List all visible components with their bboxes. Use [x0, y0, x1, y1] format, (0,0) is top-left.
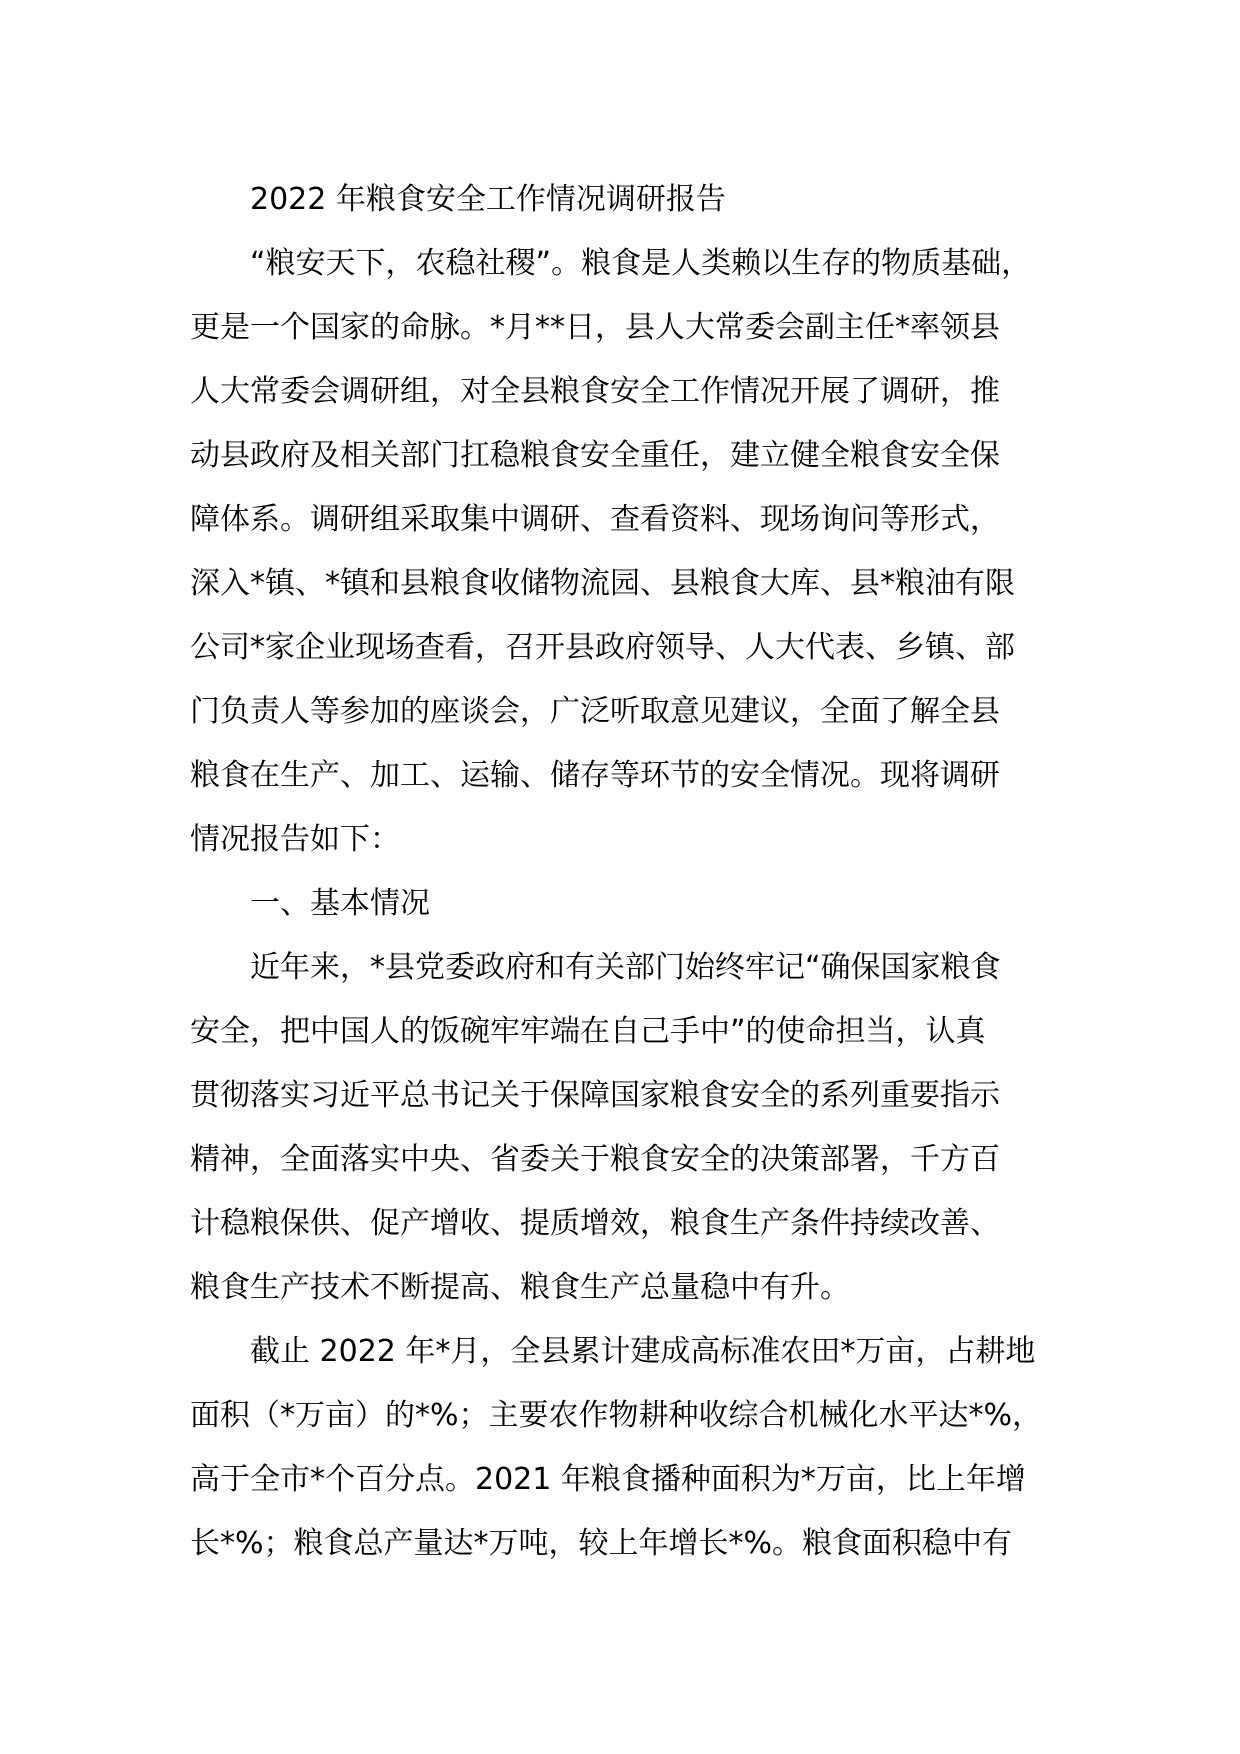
basic-situation-paragraph [190, 936, 1075, 1320]
paragraph-line: 人大常委会调研组，对全县粮食安全工作情况开展了调研，推 [190, 374, 1000, 409]
paragraph-line: 截止 2022 年*月，全县累计建成高标准农田*万亩，占耕地 [250, 1334, 1036, 1369]
paragraph-line: 情况报告如下： [190, 822, 400, 857]
paragraph-line: 高于全市*个百分点。2021 年粮食播种面积为*万亩，比上年增 [190, 1462, 1026, 1497]
paragraph-line: 粮食生产技术不断提高、粮食生产总量稳中有升。 [190, 1270, 850, 1305]
paragraph-line: 安全，把中国人的饭碗牢牢端在自己手中”的使命担当，认真 [190, 1014, 986, 1049]
paragraph-line: “粮安天下，农稳社稷”。粮食是人类赖以生存的物质基础， [250, 246, 1032, 281]
section-heading: 一、基本情况 [250, 886, 430, 921]
paragraph-line: 深入*镇、*镇和县粮食收储物流园、县粮食大库、县*粮油有限 [190, 566, 1015, 601]
paragraph-line: 计稳粮保供、促产增收、提质增效，粮食生产条件持续改善、 [190, 1206, 1000, 1241]
document-body [190, 168, 1075, 1576]
intro-paragraph [190, 232, 1075, 872]
paragraph-line: 贯彻落实习近平总书记关于保障国家粮食安全的系列重要指示 [190, 1078, 1000, 1113]
paragraph-line: 面积（*万亩）的*%；主要农作物耕种收综合机械化水平达*%， [190, 1398, 1043, 1433]
statistics-paragraph [190, 1320, 1075, 1576]
paragraph-line: 粮食在生产、加工、运输、储存等环节的安全情况。现将调研 [190, 758, 1000, 793]
paragraph-line: 近年来，*县党委政府和有关部门始终牢记“确保国家粮食 [250, 950, 1001, 985]
document-title: 2022 年粮食安全工作情况调研报告 [250, 182, 726, 217]
paragraph-line: 动县政府及相关部门扛稳粮食安全重任，建立健全粮食安全保 [190, 438, 1000, 473]
paragraph-line: 精神，全面落实中央、省委关于粮食安全的决策部署，千方百 [190, 1142, 1000, 1177]
paragraph-line: 公司*家企业现场查看，召开县政府领导、人大代表、乡镇、部 [190, 630, 1015, 665]
paragraph-line: 障体系。调研组采取集中调研、查看资料、现场询问等形式， [190, 502, 1000, 537]
paragraph-line: 长*%；粮食总产量达*万吨，较上年增长*%。粮食面积稳中有 [190, 1526, 1013, 1561]
paragraph-line: 更是一个国家的命脉。*月**日，县人大常委会副主任*率领县 [190, 310, 1000, 345]
paragraph-line: 门负责人等参加的座谈会，广泛听取意见建议，全面了解全县 [190, 694, 1000, 729]
